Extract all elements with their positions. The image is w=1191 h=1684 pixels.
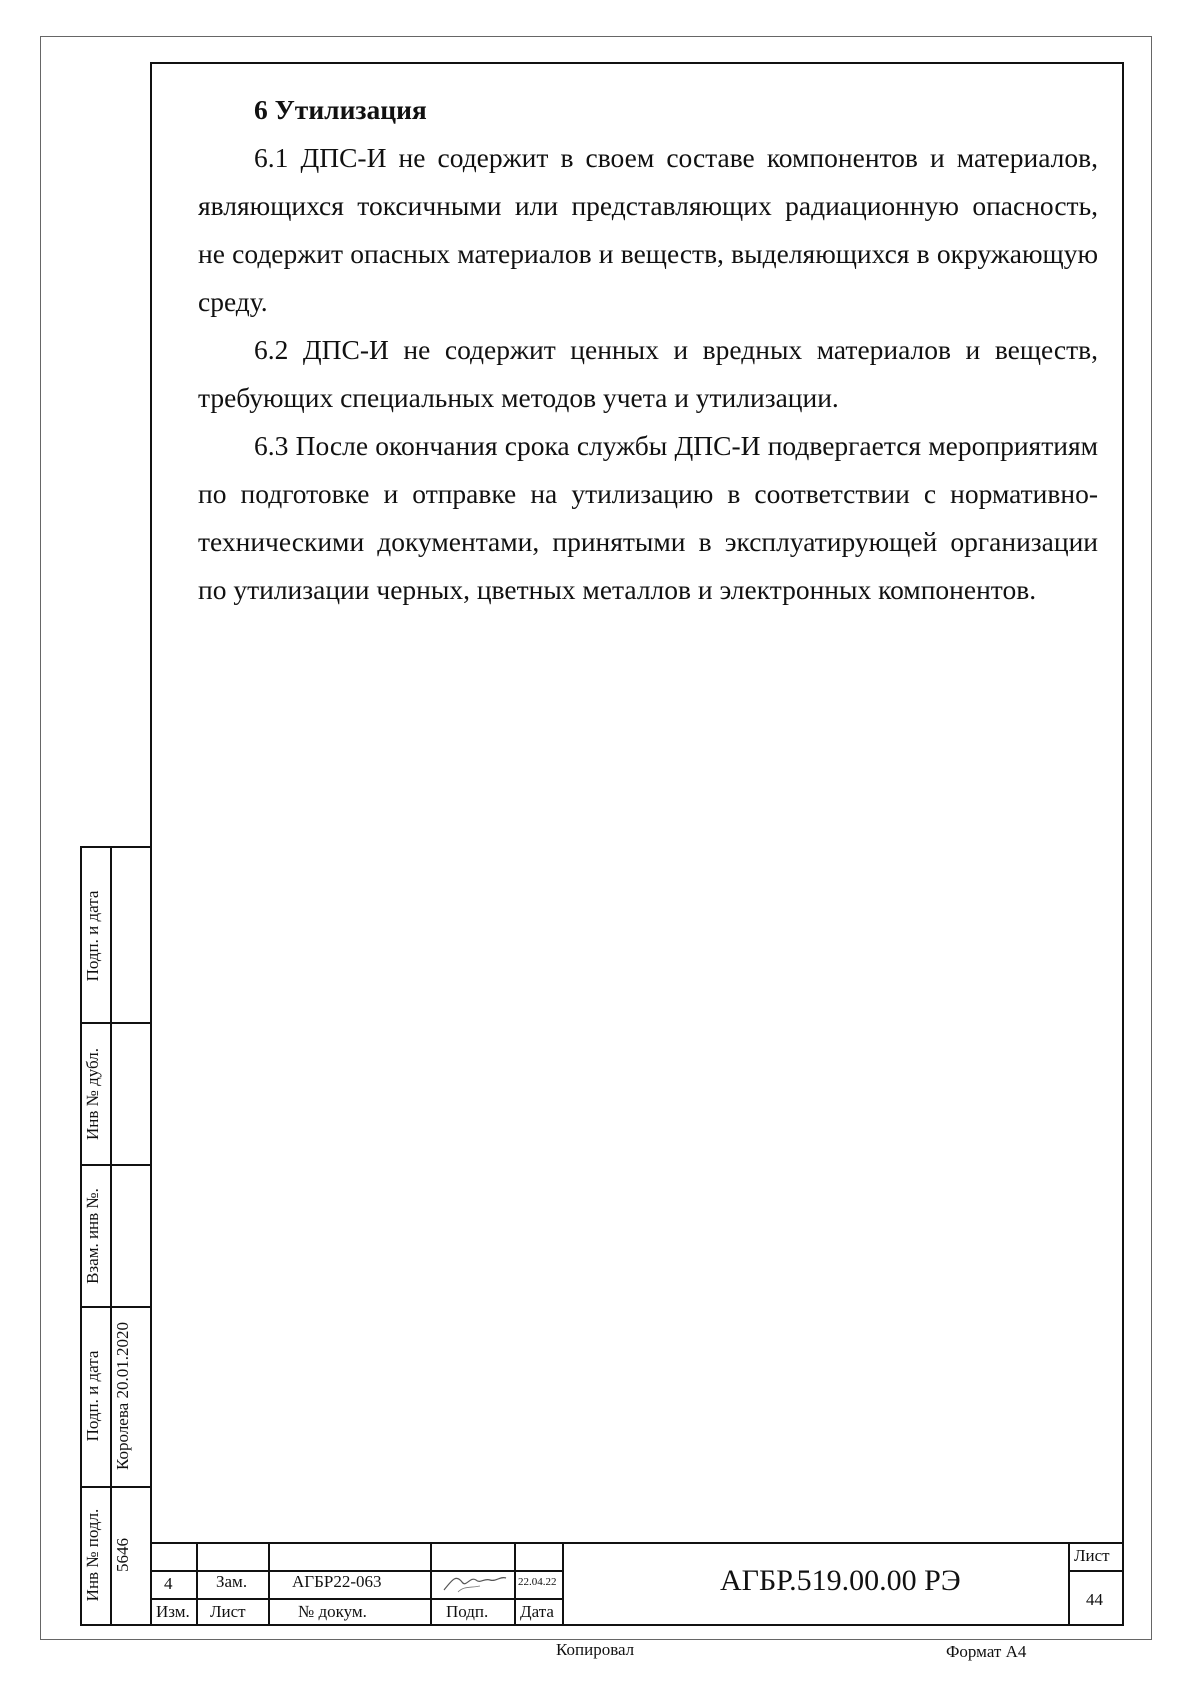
- podp-data-bottom-label: Подп. и дата: [83, 1350, 102, 1442]
- inv-dubl-label: Инв № дубл.: [83, 1048, 102, 1141]
- document-code: АГБР.519.00.00 РЭ: [720, 1564, 961, 1597]
- sheet-number: 44: [1086, 1590, 1103, 1609]
- footer-copied: Копировал: [556, 1640, 635, 1659]
- title-block: [150, 1542, 1124, 1626]
- hdr-doc: № докум.: [298, 1602, 367, 1621]
- hdr-list: Лист: [210, 1602, 246, 1621]
- hdr-podp: Подп.: [446, 1602, 489, 1621]
- signature: [440, 1570, 510, 1594]
- paragraph-6-3: 6.3 После окончания срока службы ДПС-И подвергается мероприятиям по подготовке и отправке на утилизацию в соответствии с нормативно-техническими документами, принятыми в эксплуатирующей организации по утилизации черных, цветных металлов и электронных компонентов.: [198, 430, 1098, 605]
- sheet-label: Лист: [1074, 1546, 1110, 1565]
- rev-doc-value: АГБР22-063: [292, 1572, 382, 1591]
- section-heading: 6 Утилизация: [254, 94, 427, 125]
- hdr-izm: Изм.: [156, 1602, 190, 1621]
- hdr-date: Дата: [520, 1602, 554, 1621]
- podp-data-top-label: Подп. и дата: [83, 890, 102, 982]
- inv-podl-label: Инв № подл.: [83, 1508, 102, 1602]
- paragraph-6-1: 6.1 ДПС-И не содержит в своем составе компонентов и материалов, являющихся токсичными или представляющих радиационную опасность, не содержит опасных материалов и веществ, выделяющихся в окружающую среду.: [198, 142, 1098, 317]
- rev-date-value: 22.04.22: [518, 1576, 557, 1588]
- paragraph-6-2: 6.2 ДПС-И не содержит ценных и вредных материалов и веществ, требующих специальных методов учета и утилизации.: [198, 334, 1098, 413]
- podp-data-value: Королева 20.01.2020: [113, 1322, 132, 1470]
- footer-format: Формат А4: [946, 1642, 1027, 1661]
- rev-list-value: Зам.: [216, 1572, 248, 1591]
- vzam-inv-label: Взам. инв №.: [83, 1188, 102, 1284]
- inv-podl-value: 5646: [113, 1538, 132, 1572]
- rev-izm-value: 4: [164, 1574, 173, 1593]
- side-strip: [80, 846, 150, 1626]
